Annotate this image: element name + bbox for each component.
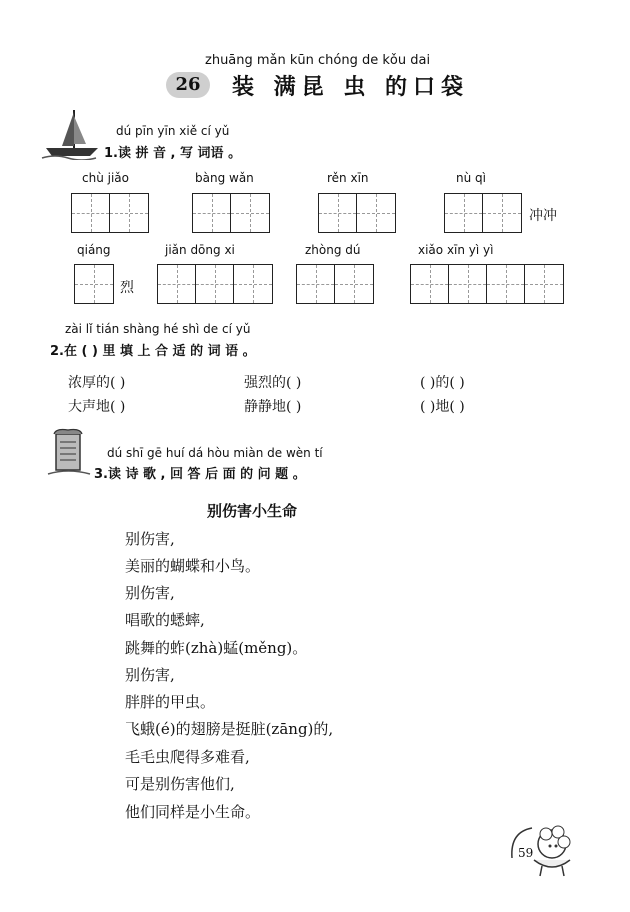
- writing-boxes[interactable]: [71, 193, 149, 233]
- fill-blank-item[interactable]: 浓厚的( ): [68, 375, 126, 391]
- poem-line: 可是别伤害他们,: [125, 775, 235, 793]
- fill-blank-item[interactable]: 大声地( ): [68, 399, 126, 415]
- writing-boxes[interactable]: [410, 264, 564, 304]
- poem-line: 唱歌的蟋蟀,: [125, 611, 205, 629]
- writing-boxes[interactable]: [444, 193, 522, 233]
- q1-label: 1.读 拼 音 , 写 词语 。: [104, 146, 242, 161]
- fill-blank-item[interactable]: 静静地( ): [244, 399, 302, 415]
- q2-pinyin: zài lǐ tián shàng hé shì de cí yǔ: [65, 322, 251, 336]
- q1-row1-pinyin-1: chù jiǎo: [82, 171, 129, 185]
- q1-row2-pinyin-2: jiǎn dōng xi: [165, 243, 235, 257]
- writing-boxes[interactable]: [318, 193, 396, 233]
- q3-label: 3.读 诗 歌 , 回 答 后 面 的 问 题 。: [94, 467, 306, 482]
- q1-row1-pinyin-4: nù qì: [456, 171, 486, 185]
- q1-row2-pinyin-1: qiáng: [77, 243, 111, 257]
- q2-label: 2.在 ( ) 里 填 上 合 适 的 词 语 。: [50, 344, 256, 359]
- q1-row2-pinyin-4: xiǎo xīn yì yì: [418, 243, 494, 257]
- fill-blank-item[interactable]: 强烈的( ): [244, 375, 302, 391]
- page-title: 装 满昆 虫 的口袋: [232, 74, 469, 100]
- page-number: 59: [518, 846, 534, 860]
- writing-boxes[interactable]: [157, 264, 273, 304]
- scroll-icon: [46, 428, 92, 478]
- poem-line: 别伤害,: [125, 530, 175, 548]
- poem-line: 毛毛虫爬得多难看,: [125, 748, 250, 766]
- q3-pinyin: dú shī gē huí dá hòu miàn de wèn tí: [107, 446, 323, 460]
- writing-boxes[interactable]: [192, 193, 270, 233]
- fill-blank-item[interactable]: ( )地( ): [420, 399, 465, 415]
- sailboat-icon: [40, 108, 100, 160]
- box-suffix: 烈: [120, 280, 134, 296]
- poem-line: 别伤害,: [125, 584, 175, 602]
- q1-row2-pinyin-3: zhòng dú: [305, 243, 361, 257]
- poem-line: 胖胖的甲虫。: [125, 693, 216, 711]
- poem-line: 他们同样是小生命。: [125, 803, 261, 821]
- box-suffix: 冲冲: [529, 208, 557, 224]
- poem-line: 飞蛾(é)的翅膀是挺脏(zāng)的,: [125, 720, 334, 738]
- q1-row1-pinyin-2: bàng wǎn: [195, 171, 254, 185]
- poem-line: 美丽的蝴蝶和小鸟。: [125, 557, 261, 575]
- q1-pinyin: dú pīn yīn xiě cí yǔ: [116, 124, 230, 138]
- writing-boxes[interactable]: [296, 264, 374, 304]
- q1-row1-pinyin-3: rěn xīn: [327, 171, 369, 185]
- lesson-number-badge: 26: [166, 72, 210, 98]
- writing-boxes[interactable]: [74, 264, 114, 304]
- title-pinyin: zhuāng mǎn kūn chóng de kǒu dai: [205, 53, 431, 68]
- poem-line: 跳舞的蚱(zhà)蜢(měng)。: [125, 639, 308, 657]
- fill-blank-item[interactable]: ( )的( ): [420, 375, 465, 391]
- poem-title: 别伤害小生命: [207, 502, 298, 520]
- poem-line: 别伤害,: [125, 666, 175, 684]
